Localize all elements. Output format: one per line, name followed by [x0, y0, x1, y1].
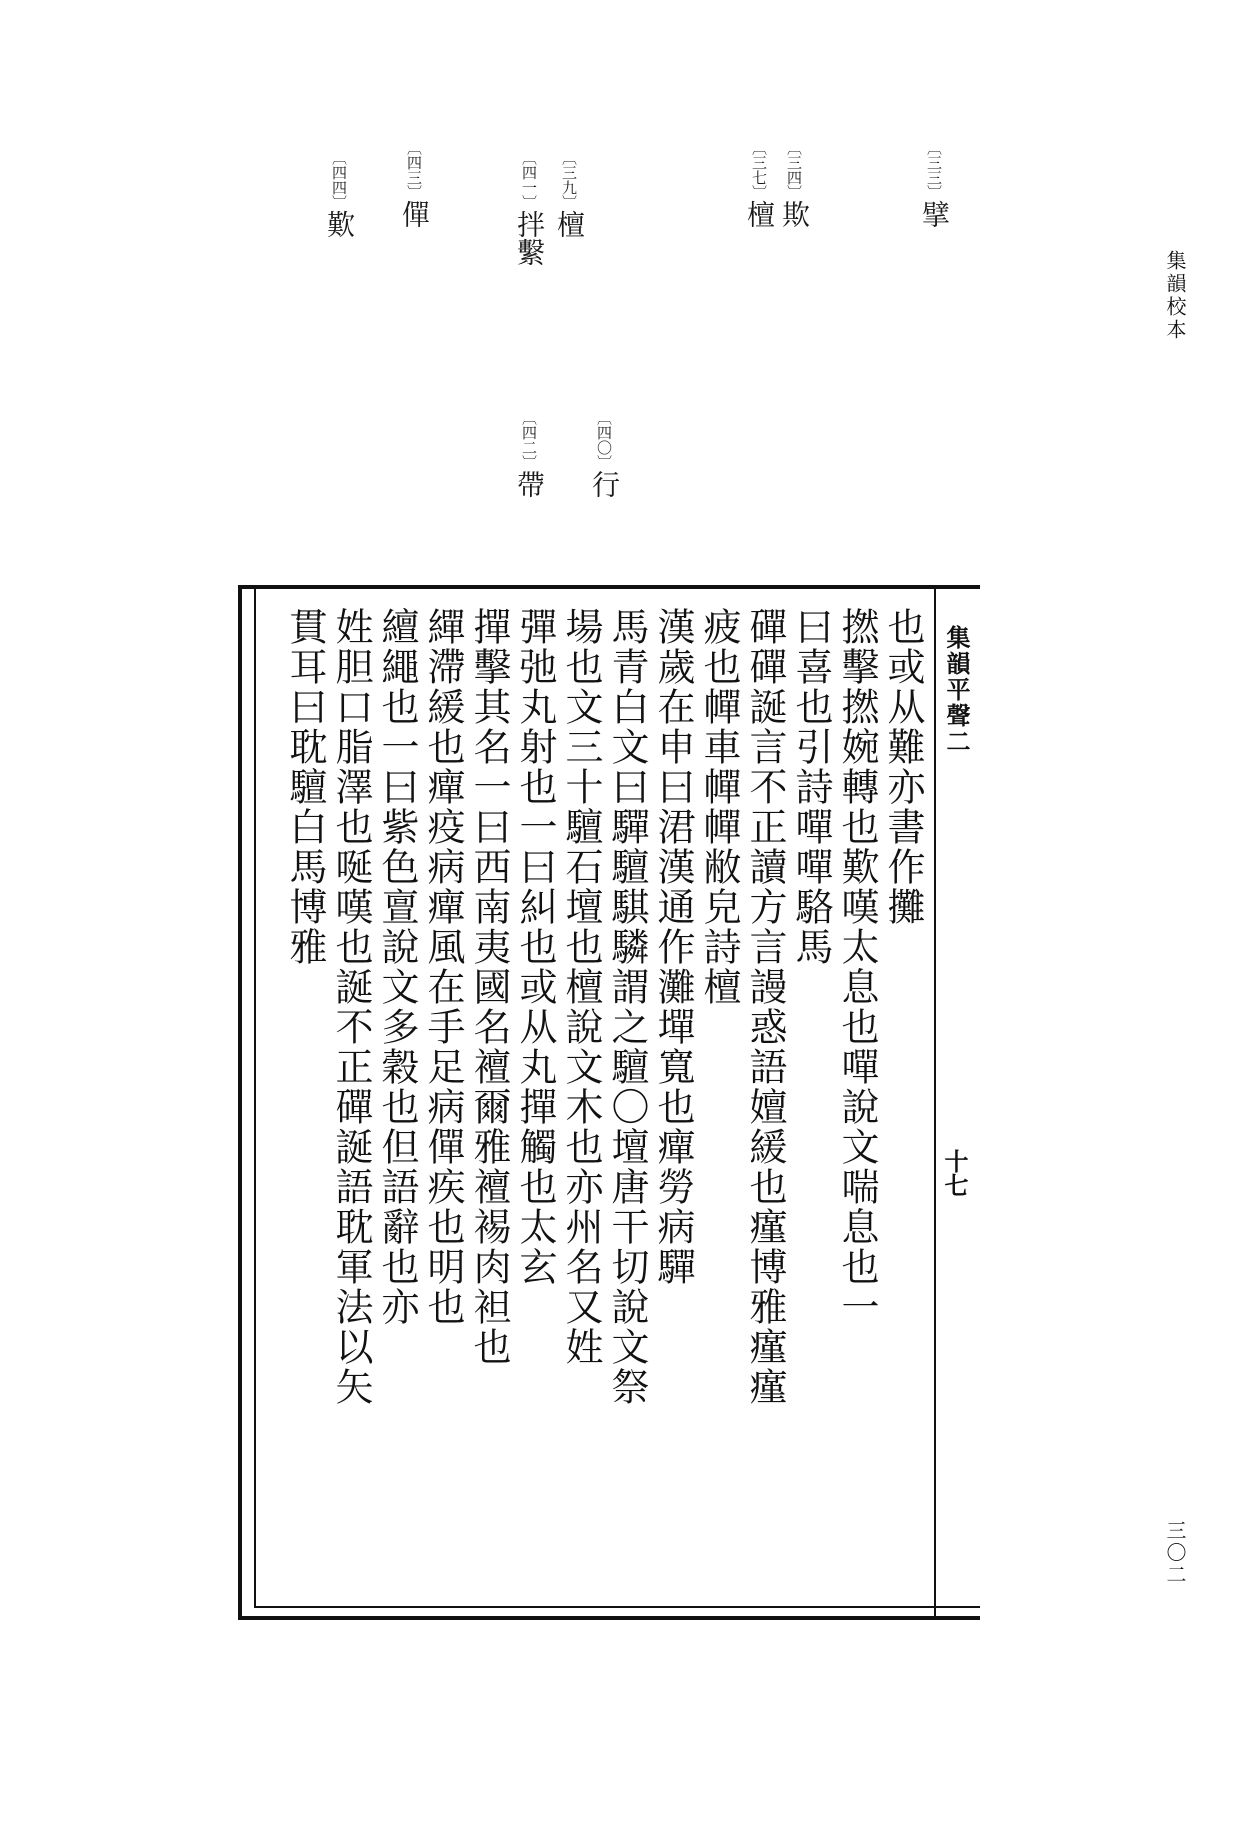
text-column: 撚擊撚婉轉也歎嘆太息也嘽說文喘息也一 — [835, 607, 879, 1327]
text-column: 貫耳曰耽驙白馬博雅 — [283, 607, 327, 967]
text-column: 繵繩也一曰紫色亶說文多穀也但語辭也亦 — [375, 607, 419, 1327]
text-column: 磾磾誕言不正讀方言謾惑語嬗緩也瘽博雅瘽瘽 — [743, 607, 787, 1407]
text-column: 撣擊其名一曰西南夷國名襢爾雅襢裼肉袒也 — [467, 607, 511, 1367]
text-column: 繟滯緩也癉疫病癉風在手足病僤疾也明也 — [421, 607, 465, 1327]
woodblock-page — [238, 585, 980, 1620]
margin-note: 〔四三〕僤 — [398, 140, 431, 228]
text-column: 疲也幝車幝幝敝皃詩檀 — [697, 607, 741, 1007]
margin-note: 〔三七〕檀 — [743, 140, 776, 228]
text-column: 場也文三十驙石壇也檀說文木也亦州名又姓 — [559, 607, 603, 1367]
running-title: 集韻校本 — [1163, 250, 1187, 342]
margin-note: 〔四四〕歎 — [323, 150, 356, 238]
page-number: 三〇二 — [1163, 1520, 1187, 1586]
text-column: 漢歲在申曰涒漢通作灘墠寬也癉勞病驒 — [651, 607, 695, 1287]
center-strip-title: 集韻平聲二 — [942, 625, 971, 755]
text-column: 馬青白文曰驒驙騏驎謂之驙〇壇唐干切說文祭 — [605, 607, 649, 1407]
margin-note: 〔四〇〕行 — [588, 410, 621, 498]
text-column: 也或从難亦書作攤 — [881, 607, 925, 927]
margin-note: 〔三四〕欺 — [778, 140, 811, 228]
text-column: 姓胆口脂澤也唌嘆也誕不正磾誕語耽軍法以矢 — [329, 607, 373, 1407]
margin-note: 〔四二〕帶 — [513, 410, 546, 498]
margin-note: 〔三九〕檀 — [553, 150, 586, 238]
center-strip-leaf-number: 十七 — [940, 1149, 969, 1197]
margin-note: 〔三三〕擘 — [918, 140, 951, 228]
margin-note: 〔四一〕拌繫 — [513, 150, 546, 266]
text-column: 彈弛丸射也一曰糾也或从丸撣觸也太玄 — [513, 607, 557, 1287]
text-column: 曰喜也引詩嘽嘽駱馬 — [789, 607, 833, 967]
